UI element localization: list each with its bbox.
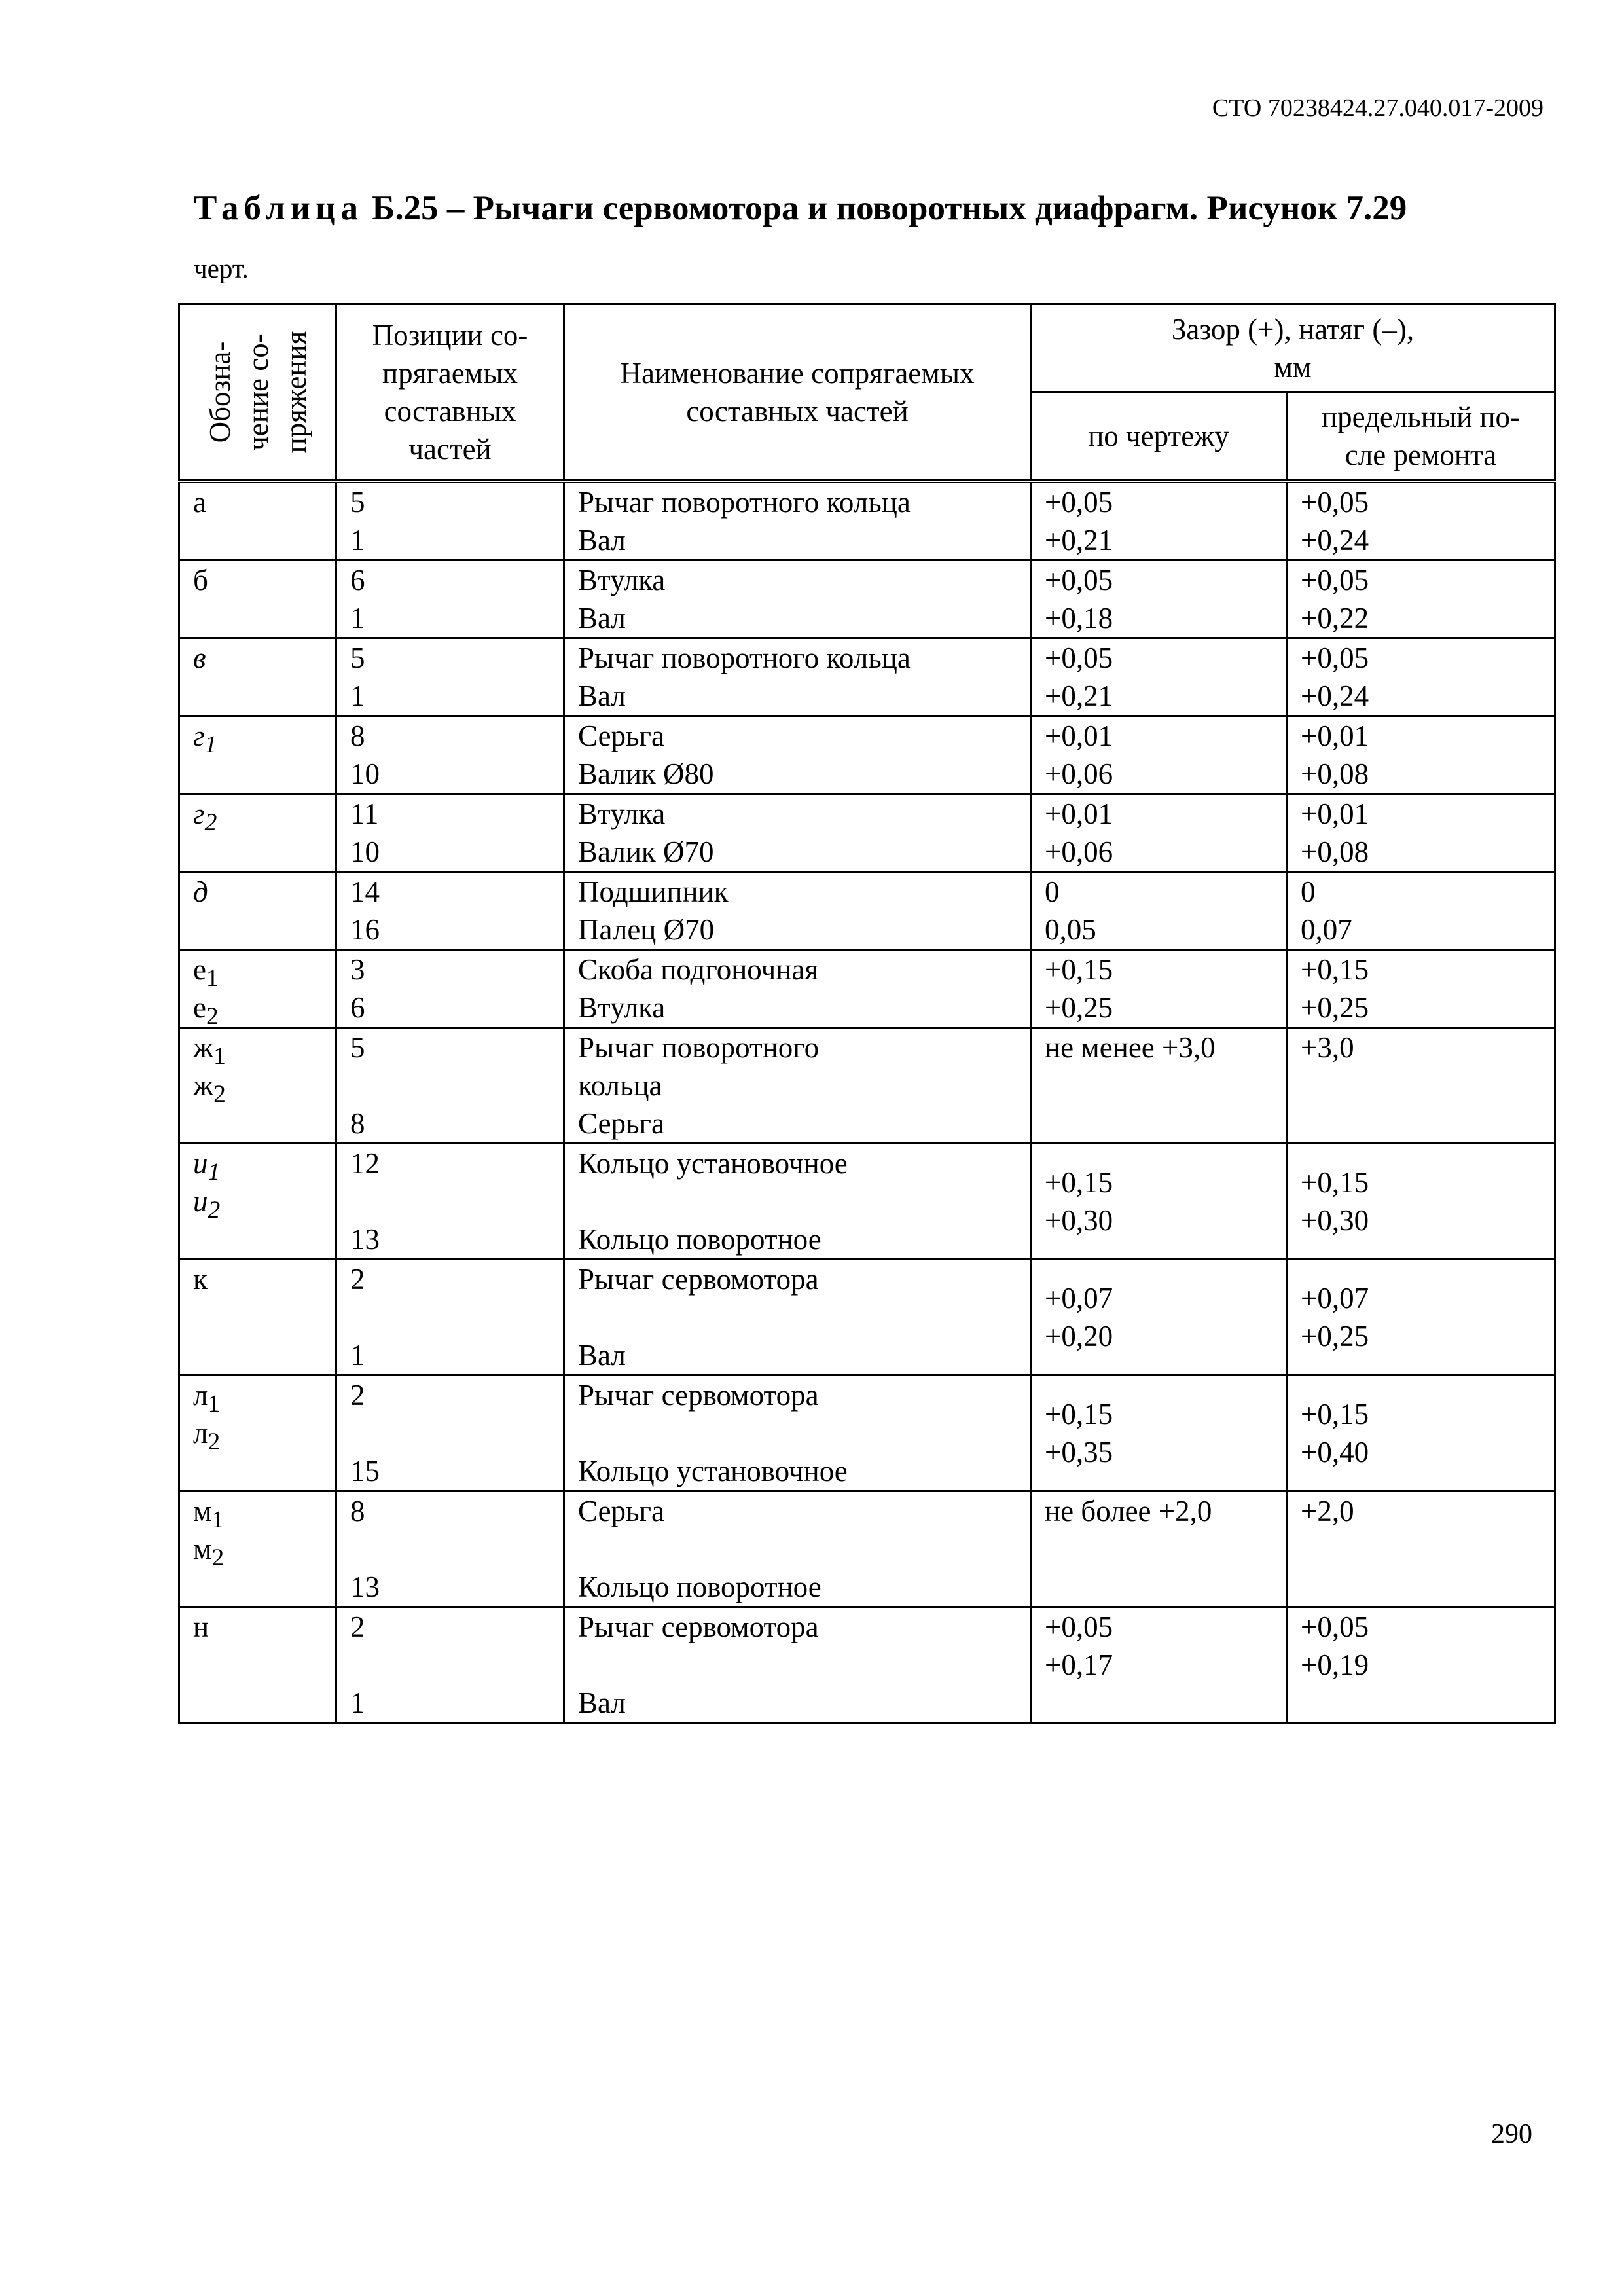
table-title [194,189,1407,228]
limit-cell [1287,950,1555,1028]
positions-cell [336,481,564,560]
designation-cell [179,1607,336,1723]
value: +0,20 [1045,1320,1113,1353]
table-row [179,950,1555,1028]
value: +0,15 [1045,1166,1113,1199]
value: +0,22 [1301,602,1369,634]
table-row [179,638,1555,716]
names-cell [564,1607,1031,1723]
designation-index: 1 [211,1506,225,1533]
position: 8 [350,720,365,752]
value: +0,35 [1045,1436,1113,1468]
table-title-prefix: Таблица [194,189,364,227]
table-row [179,872,1555,950]
position: 2 [350,1379,365,1412]
by-drawing-cell [1031,1491,1287,1607]
designation-index: 1 [206,965,219,992]
designation: б [193,564,208,596]
limit-cell [1287,1260,1555,1376]
header-limit-line: сле ремонта [1344,439,1497,472]
names-cell [564,1144,1031,1260]
table-row [179,481,1555,560]
position: 8 [350,1107,365,1140]
fits-table [178,303,1556,1724]
header-designation-line: чение со- [241,333,274,451]
position: 10 [350,757,380,790]
part-name: Кольцо установочное [578,1147,848,1180]
value: 0,07 [1301,913,1352,946]
position: 13 [350,1571,380,1603]
value: +0,18 [1045,602,1113,634]
part-name: Рычаг поворотного кольца [578,642,911,674]
value: +0,01 [1045,797,1113,830]
designation [193,1066,322,1108]
value: 0,05 [1045,913,1096,946]
designation-letter: е [193,991,206,1024]
designation [193,795,322,836]
table-row [179,1607,1555,1723]
limit-cell [1287,1028,1555,1144]
by-drawing-cell [1031,1028,1287,1144]
designation [193,1182,322,1224]
part-name: Вал [578,1686,626,1719]
designation [193,1530,322,1571]
position: 2 [350,1611,365,1643]
position: 1 [350,1339,365,1372]
designation-cell [179,1376,336,1491]
value: +0,25 [1301,1320,1369,1353]
by-drawing-cell [1031,481,1287,560]
designation-index: 1 [204,731,217,758]
value: +0,05 [1301,1611,1369,1643]
part-name: Рычаг сервомотора [578,1263,819,1296]
designation-letter: м [193,1533,212,1565]
designation [193,1376,322,1417]
designation-letter: г [193,720,205,752]
part-name: Втулка [578,564,666,596]
by-drawing-cell [1031,950,1287,1028]
positions-cell [336,1028,564,1144]
table-row [179,1028,1555,1144]
designation-index: 2 [208,1197,221,1224]
value: +0,21 [1045,680,1113,712]
value: +0,01 [1301,720,1369,752]
by-drawing-cell [1031,560,1287,638]
positions-cell [336,872,564,950]
names-cell [564,716,1031,794]
header-gap-line: мм [1274,350,1312,384]
part-name: Рычаг сервомотора [578,1379,819,1412]
designation: к [193,1263,208,1296]
value: +0,15 [1301,953,1369,986]
header-positions-line: составных [384,395,516,428]
header-limit-line: предельный по- [1321,401,1521,434]
designation-index: 2 [204,809,217,836]
by-drawing-cell [1031,638,1287,716]
part-name: Рычаг поворотного кольца [578,486,911,519]
header-designation [179,304,336,482]
value: +0,05 [1301,642,1369,674]
part-name: Вал [578,602,626,634]
value: +0,15 [1045,953,1113,986]
designation [193,1144,322,1186]
designation-cell [179,872,336,950]
position: 5 [350,1031,365,1064]
part-name: Кольцо поворотное [578,1571,821,1603]
value: +0,40 [1301,1436,1369,1468]
value: +0,06 [1045,757,1113,790]
value: +0,24 [1301,524,1369,556]
positions-cell [336,716,564,794]
designation-letter: и [193,1185,208,1218]
by-drawing-cell [1031,1376,1287,1491]
designation-letter: м [193,1495,212,1527]
limit-cell [1287,716,1555,794]
table-row [179,794,1555,872]
value: +0,24 [1301,680,1369,712]
positions-cell [336,560,564,638]
header-designation-line: пряжения [279,331,312,454]
by-drawing-cell [1031,716,1287,794]
header-designation-line: Обозна- [203,341,236,443]
position: 15 [350,1455,380,1487]
value: +0,05 [1301,564,1369,596]
limit-cell [1287,1607,1555,1723]
designation-index: 2 [208,1429,221,1455]
value: +0,30 [1045,1204,1113,1237]
header-gap-line: Зазор (+), натяг (–), [1171,312,1415,346]
position: 16 [350,913,380,946]
value: не более +2,0 [1045,1495,1212,1527]
names-cell [564,560,1031,638]
names-cell [564,1491,1031,1607]
names-cell [564,1376,1031,1491]
position: 6 [350,564,365,596]
limit-cell [1287,872,1555,950]
header-positions-line: прягаемых [382,357,518,390]
position: 5 [350,642,365,674]
designation-cell [179,560,336,638]
value: +0,17 [1045,1649,1113,1681]
designation-cell [179,638,336,716]
value: +0,05 [1045,1611,1113,1643]
part-name: Вал [578,680,626,712]
names-cell [564,872,1031,950]
value: +0,05 [1045,564,1113,596]
designation [193,1029,322,1070]
header-positions [336,304,564,482]
limit-cell [1287,560,1555,638]
limit-cell [1287,638,1555,716]
limit-cell [1287,1376,1555,1491]
drawing-note: черт. [194,253,249,283]
table-row [179,1144,1555,1260]
designation-cell [179,1260,336,1376]
names-cell [564,1028,1031,1144]
designation [193,717,322,758]
part-name: кольца [578,1069,662,1102]
value: +2,0 [1301,1495,1354,1527]
limit-cell [1287,1491,1555,1607]
position: 8 [350,1495,365,1527]
part-name: Кольцо установочное [578,1455,848,1487]
designation-index: 1 [208,1159,221,1186]
position: 6 [350,991,365,1024]
value: +0,08 [1301,835,1369,868]
value: +0,05 [1301,486,1369,519]
table-row [179,560,1555,638]
part-name: Втулка [578,797,666,830]
part-name: Серьга [578,1107,664,1140]
part-name: Кольцо поворотное [578,1223,821,1256]
part-name: Серьга [578,720,664,752]
header-by-drawing [1031,392,1287,481]
part-name: Валик Ø70 [578,835,714,868]
positions-cell [336,1376,564,1491]
header-limit [1287,392,1555,481]
positions-cell [336,1144,564,1260]
names-cell [564,950,1031,1028]
part-name: Рычаг поворотного [578,1031,820,1064]
designation-cell [179,481,336,560]
page-number: 290 [1491,2119,1532,2149]
value: +0,15 [1301,1398,1369,1430]
designation: д [193,875,208,908]
positions-cell [336,1260,564,1376]
table-row [179,1491,1555,1607]
designation: а [193,486,206,519]
positions-cell [336,1607,564,1723]
position: 10 [350,835,380,868]
limit-cell [1287,481,1555,560]
designation-cell [179,1491,336,1607]
designation-letter: л [193,1379,208,1412]
designation [193,951,322,992]
part-name: Валик Ø80 [578,757,714,790]
part-name: Скоба подгоночная [578,953,819,986]
table-row [179,716,1555,794]
limit-cell [1287,1144,1555,1260]
header-positions-line: Позиции со- [372,319,528,352]
position: 13 [350,1223,380,1256]
header-gap-group [1031,304,1555,392]
designation-cell [179,716,336,794]
value: +0,19 [1301,1649,1369,1681]
part-name: Рычаг сервомотора [578,1611,819,1643]
value: +0,30 [1301,1204,1369,1237]
value: +0,01 [1045,720,1113,752]
header-names-line: Наименование сопрягаемых [620,357,975,390]
part-name: Вал [578,524,626,556]
position: 1 [350,602,365,634]
value: +0,15 [1045,1398,1113,1430]
value: +0,01 [1301,797,1369,830]
part-name: Подшипник [578,875,729,908]
designation-index: 2 [206,1003,219,1030]
table-row [179,1376,1555,1491]
by-drawing-cell [1031,1260,1287,1376]
by-drawing-cell [1031,1607,1287,1723]
designation-letter: и [193,1147,208,1180]
designation-index: 2 [211,1544,225,1571]
designation [193,989,322,1030]
table-row [179,1260,1555,1376]
designation-letter: г [193,797,205,830]
positions-cell [336,638,564,716]
value: +0,05 [1045,642,1113,674]
names-cell [564,794,1031,872]
position: 14 [350,875,380,908]
names-cell [564,638,1031,716]
part-name: Вал [578,1339,626,1372]
designation-cell [179,1144,336,1260]
value: +0,25 [1045,991,1113,1024]
position: 3 [350,953,365,986]
position: 12 [350,1147,380,1180]
designation: н [193,1611,209,1643]
position: 1 [350,1686,365,1719]
designation-letter: л [193,1417,208,1449]
value: +0,05 [1045,486,1113,519]
designation-cell [179,794,336,872]
value: +0,06 [1045,835,1113,868]
by-drawing-cell [1031,794,1287,872]
header-by-drawing-text: по чертежу [1088,420,1229,453]
value: +0,25 [1301,991,1369,1024]
by-drawing-cell [1031,1144,1287,1260]
designation [193,1492,322,1533]
position: 1 [350,680,365,712]
value: 0 [1045,875,1060,908]
value: +0,08 [1301,757,1369,790]
by-drawing-cell [1031,872,1287,950]
positions-cell [336,950,564,1028]
position: 5 [350,486,365,519]
designation: в [193,642,206,674]
designation-cell [179,1028,336,1144]
part-name: Серьга [578,1495,664,1527]
part-name: Палец Ø70 [578,913,715,946]
value: +0,15 [1301,1166,1369,1199]
positions-cell [336,1491,564,1607]
table-title-text: Б.25 – Рычаги сервомотора и поворотных диафрагм. Рисунок 7.29 [372,189,1407,227]
value: +0,07 [1301,1282,1369,1315]
value: +0,21 [1045,524,1113,556]
designation-index: 1 [208,1391,221,1417]
designation-index: 2 [213,1081,226,1108]
designation-letter: ж [193,1031,214,1064]
designation-index: 1 [213,1043,226,1070]
designation-letter: е [193,953,206,986]
positions-cell [336,794,564,872]
position: 2 [350,1263,365,1296]
part-name: Втулка [578,991,666,1024]
header-names-line: составных частей [686,395,909,428]
document-code: СТО 70238424.27.040.017-2009 [1212,94,1543,122]
value: 0 [1301,875,1316,908]
position: 11 [350,797,379,830]
names-cell [564,1260,1031,1376]
names-cell [564,481,1031,560]
value: +0,07 [1045,1282,1113,1315]
position: 1 [350,524,365,556]
designation-cell [179,950,336,1028]
designation-letter: ж [193,1069,214,1102]
header-positions-line: частей [408,433,492,465]
designation [193,1414,322,1455]
limit-cell [1287,794,1555,872]
value: не менее +3,0 [1045,1031,1216,1064]
value: +3,0 [1301,1031,1354,1064]
header-names [564,304,1031,482]
